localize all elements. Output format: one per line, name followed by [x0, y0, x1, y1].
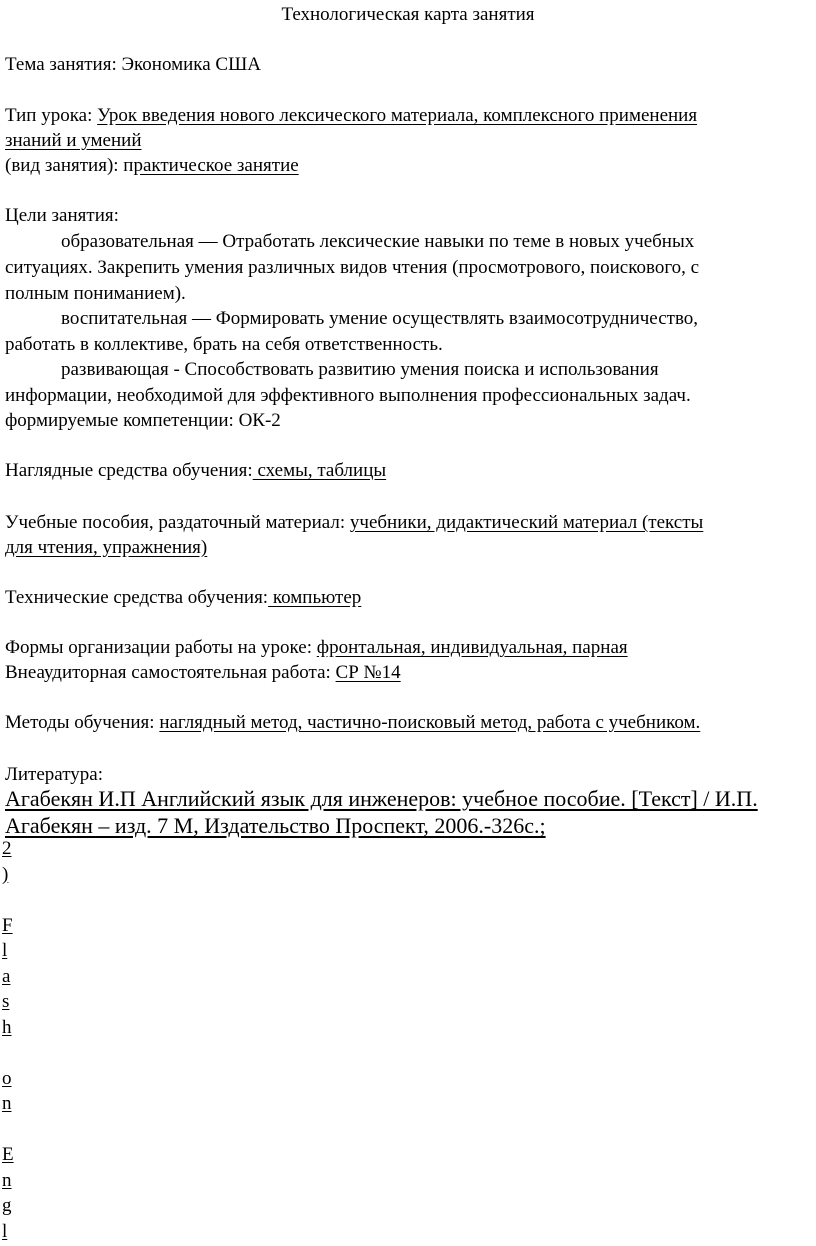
vertical-char[interactable]: n [2, 1093, 12, 1114]
topic-value: Экономика США [121, 54, 261, 75]
methods-line [5, 711, 700, 735]
vertical-char[interactable]: h [2, 1016, 12, 1038]
literature-item-1-line-2[interactable]: Агабекян – изд. 7 М, Издательство Проспект, 2006.-326с.; [5, 813, 546, 838]
manuals-line [5, 511, 703, 535]
vertical-char[interactable]: a [2, 965, 11, 987]
vertical-char[interactable]: 2 [2, 838, 12, 859]
lesson-kind-label: (вид занятия): [5, 155, 124, 176]
manuals-value-2: для чтения, упражнения) [5, 537, 208, 558]
vertical-char[interactable]: l [2, 1220, 8, 1242]
lesson-type-label: Тип урока: [5, 105, 93, 126]
technical-aids-value: компьютер [268, 587, 362, 608]
vertical-char[interactable]: F [2, 914, 13, 936]
competencies-line: формируемые компетенции: ОК-2 [5, 410, 281, 431]
manuals-value-1: учебники, дидактический материал (тексты [349, 512, 704, 533]
vertical-char[interactable]: ) [2, 863, 9, 885]
goals-heading: Цели занятия: [5, 205, 119, 226]
goal-upbringing-line-2: работать в коллективе, брать на себя ответственность. [5, 334, 443, 355]
work-forms-line [5, 636, 628, 660]
goal-educational-line-1: образовательная — Отработать лексические навыки по теме в новых учебных [61, 231, 695, 252]
lesson-type-line-2 [5, 129, 142, 153]
independent-work-label: Внеаудиторная самостоятельная работа: [5, 662, 331, 683]
literature-heading: Литература: [5, 764, 103, 785]
lesson-type-line [5, 104, 697, 128]
topic-label: Тема занятия: [5, 54, 117, 75]
independent-work-line [5, 661, 401, 685]
work-forms-label: Формы организации работы на уроке: [5, 637, 313, 658]
vertical-char[interactable]: s [2, 991, 10, 1012]
lesson-type-value-2: знаний и умений [5, 130, 142, 151]
vertical-char[interactable]: n [2, 1169, 12, 1191]
methods-value: наглядный метод, частично-поисковый метод, работа с учебником. [159, 712, 701, 733]
technical-aids-line [5, 586, 361, 610]
visual-aids-value: схемы, таблицы [252, 460, 387, 481]
goal-educational-line-2: ситуациях. Закрепить умения различных видов чтения (просмотрового, поискового, с [5, 257, 700, 278]
topic-line [5, 53, 261, 77]
work-forms-value: фронтальная, индивидуальная, парная [316, 637, 628, 658]
lesson-kind-value: рактическое занятие [133, 155, 299, 176]
visual-aids-label: Наглядные средства обучения: [5, 460, 253, 481]
vertical-char[interactable]: E [2, 1144, 14, 1165]
vertical-char[interactable]: l [2, 940, 8, 961]
vertical-char[interactable]: g [2, 1195, 12, 1216]
goal-developing-line-1: развивающая - Способствовать развитию умения поиска и использования [61, 359, 659, 380]
visual-aids-line [5, 459, 386, 483]
independent-work-value: СР №14 [335, 662, 401, 683]
technical-aids-label: Технические средства обучения: [5, 587, 269, 608]
goal-educational-line-3: полным пониманием). [5, 283, 186, 304]
literature-item-1-line-1[interactable]: Агабекян И.П Английский язык для инженеров: учебное пособие. [Текст] / И.П. [5, 786, 758, 811]
goal-developing-line-2: информации, необходимой для эффективного выполнения профессиональных задач. [5, 385, 691, 406]
page-title: Технологическая карта занятия [281, 4, 535, 25]
vertical-char[interactable]: o [2, 1067, 12, 1089]
manuals-line-2 [5, 536, 207, 560]
lesson-type-value-1: Урок введения нового лексического материала, комплексного применения [97, 105, 698, 126]
manuals-label: Учебные пособия, раздаточный материал: [5, 512, 346, 533]
methods-label: Методы обучения: [5, 712, 155, 733]
lesson-kind-line: (вид занятия): практическое занятие [5, 155, 299, 176]
goal-upbringing-line-1: воспитательная — Формировать умение осуществлять взаимосотрудничество, [61, 308, 699, 329]
